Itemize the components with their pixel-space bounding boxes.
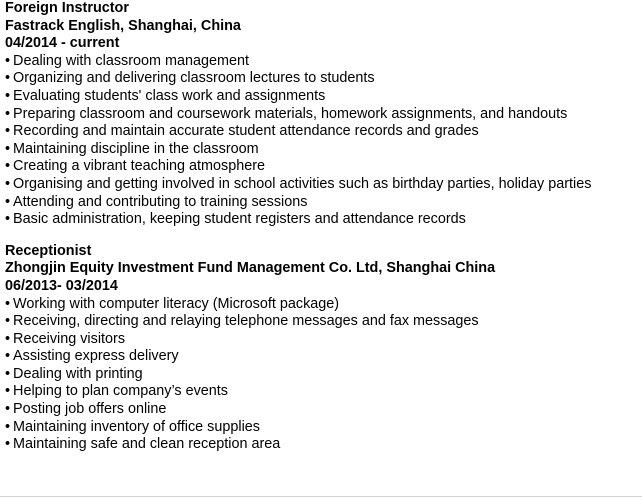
duty-text: Assisting express delivery (13, 348, 179, 365)
list-item (5, 401, 641, 419)
duty-text: Evaluating students' class work and assignments (13, 87, 326, 104)
page-divider (0, 496, 642, 497)
duty-text: Posting job offers online (13, 401, 167, 418)
bullet-icon: • (5, 193, 11, 210)
duties-list (5, 53, 641, 229)
employer: Fastrack English, Shanghai, China (5, 17, 241, 34)
duty-text: Organising and getting involved in school activities such as birthday parties, holiday parties (13, 175, 592, 192)
duty-text: Attending and contributing to training sessions (13, 193, 308, 210)
bullet-icon: • (5, 330, 11, 347)
list-item (5, 296, 641, 314)
list-item (5, 176, 641, 194)
bullet-icon: • (5, 401, 11, 418)
bullet-icon: • (5, 418, 11, 435)
list-item (5, 348, 641, 366)
list-item (5, 123, 641, 141)
bullet-icon: • (5, 158, 11, 175)
duty-text: Helping to plan company’s events (13, 383, 228, 400)
bullet-icon: • (5, 295, 11, 312)
bullet-icon: • (5, 383, 11, 400)
bullet-icon: • (5, 105, 11, 122)
bullet-icon: • (5, 313, 11, 330)
duty-text: Maintaining inventory of office supplies (13, 418, 260, 435)
resume-experience (5, 0, 641, 454)
duty-text: Maintaining discipline in the classroom (13, 140, 259, 157)
list-item (5, 331, 641, 349)
list-item (5, 53, 641, 71)
bullet-icon: • (5, 348, 11, 365)
list-item (5, 194, 641, 212)
job-title: Receptionist (5, 242, 92, 259)
list-item (5, 106, 641, 124)
duty-text: Basic administration, keeping student registers and attendance records (13, 211, 466, 228)
date-range: 04/2014 - current (5, 35, 120, 52)
employer: Zhongjin Equity Investment Fund Management Co. Ltd, Shanghai China (5, 260, 496, 277)
duty-text: Dealing with printing (13, 365, 143, 382)
duty-text: Maintaining safe and clean reception area (13, 436, 281, 453)
job-title: Foreign Instructor (5, 0, 129, 16)
bullet-icon: • (5, 123, 11, 140)
list-item (5, 70, 641, 88)
list-item (5, 436, 641, 454)
duty-text: Receiving visitors (13, 330, 126, 347)
list-item (5, 158, 641, 176)
list-item (5, 211, 641, 229)
duty-text: Preparing classroom and coursework materials, homework assignments, and handouts (13, 105, 568, 122)
bullet-icon: • (5, 70, 11, 87)
list-item (5, 366, 641, 384)
date-range: 06/2013- 03/2014 (5, 277, 118, 294)
bullet-icon: • (5, 175, 11, 192)
bullet-icon: • (5, 52, 11, 69)
bullet-icon: • (5, 211, 11, 228)
bullet-icon: • (5, 140, 11, 157)
experience-entry-receptionist (5, 243, 641, 454)
bullet-icon: • (5, 365, 11, 382)
duty-text: Receiving, directing and relaying telephone messages and fax messages (13, 313, 479, 330)
list-item (5, 88, 641, 106)
list-item (5, 313, 641, 331)
duty-text: Recording and maintain accurate student attendance records and grades (13, 123, 479, 140)
duty-text: Organizing and delivering classroom lectures to students (13, 70, 375, 87)
bullet-icon: • (5, 436, 11, 453)
bullet-icon: • (5, 87, 11, 104)
duties-list (5, 296, 641, 454)
list-item (5, 419, 641, 437)
duty-text: Creating a vibrant teaching atmosphere (13, 158, 266, 175)
duty-text: Working with computer literacy (Microsoft package) (13, 295, 340, 312)
list-item (5, 383, 641, 401)
experience-entry-foreign-instructor (5, 0, 641, 229)
duty-text: Dealing with classroom management (13, 52, 250, 69)
list-item (5, 141, 641, 159)
